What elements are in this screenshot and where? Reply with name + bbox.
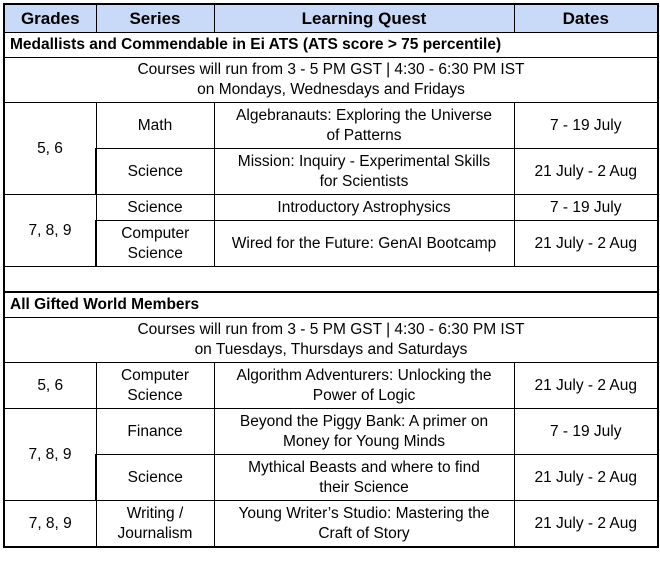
- dates-cell: 21 July - 2 Aug: [514, 455, 658, 501]
- schedule-note-line: Courses will run from 3 - 5 PM GST | 4:30 - 6:30 PM IST: [137, 321, 525, 338]
- quest-cell: Beyond the Piggy Bank: A primer on Money for Young Minds: [214, 409, 514, 455]
- schedule-note-row: [4, 318, 658, 363]
- section-title: All Gifted World Members: [4, 292, 658, 318]
- dates-cell: 21 July - 2 Aug: [514, 149, 658, 195]
- schedule-note: [4, 318, 658, 363]
- series-cell: Computer Science: [96, 363, 214, 409]
- schedule-note: [4, 58, 658, 103]
- header-series: Series: [96, 4, 214, 33]
- dates-cell: 21 July - 2 Aug: [514, 363, 658, 409]
- quest-cell: Introductory Astrophysics: [214, 195, 514, 221]
- section-row: [4, 292, 658, 318]
- quest-cell: Wired for the Future: GenAI Bootcamp: [214, 221, 514, 267]
- quest-cell: Algorithm Adventurers: Unlocking the Power of Logic: [214, 363, 514, 409]
- quest-cell: Young Writer’s Studio: Mastering the Craft of Story: [214, 501, 514, 548]
- table-row: [4, 195, 658, 221]
- series-cell: Finance: [96, 409, 214, 455]
- section-title: Medallists and Commendable in Ei ATS (ATS score > 75 percentile): [4, 33, 658, 58]
- dates-cell: 7 - 19 July: [514, 103, 658, 149]
- quest-cell: Mythical Beasts and where to find their Science: [214, 455, 514, 501]
- grades-cell: 7, 8, 9: [4, 195, 96, 267]
- series-cell: Science: [96, 455, 214, 501]
- grades-cell: 5, 6: [4, 363, 96, 409]
- series-cell: Writing / Journalism: [96, 501, 214, 548]
- table-row: [4, 501, 658, 548]
- header-row: [4, 4, 658, 33]
- section-row: [4, 33, 658, 58]
- dates-cell: 7 - 19 July: [514, 195, 658, 221]
- quest-cell: Mission: Inquiry - Experimental Skills for Scientists: [214, 149, 514, 195]
- spacer-row: [4, 267, 658, 293]
- series-cell: Science: [96, 195, 214, 221]
- dates-cell: 21 July - 2 Aug: [514, 221, 658, 267]
- schedule-note-line: on Tuesdays, Thursdays and Saturdays: [194, 341, 468, 358]
- course-schedule-table: [3, 3, 659, 548]
- table-row: [4, 409, 658, 455]
- series-cell: Computer Science: [96, 221, 214, 267]
- header-learning-quest: Learning Quest: [214, 4, 514, 33]
- table-row: [4, 455, 658, 501]
- schedule-note-row: [4, 58, 658, 103]
- spacer-cell: [4, 267, 658, 293]
- table-row: [4, 149, 658, 195]
- series-cell: Math: [96, 103, 214, 149]
- series-cell: Science: [96, 149, 214, 195]
- header-grades: Grades: [4, 4, 96, 33]
- table-row: [4, 363, 658, 409]
- grades-cell: 7, 8, 9: [4, 409, 96, 501]
- table-row: [4, 221, 658, 267]
- grades-cell: 5, 6: [4, 103, 96, 195]
- quest-cell: Algebranauts: Exploring the Universe of Patterns: [214, 103, 514, 149]
- schedule-note-line: Courses will run from 3 - 5 PM GST | 4:30 - 6:30 PM IST: [137, 61, 525, 78]
- dates-cell: 7 - 19 July: [514, 409, 658, 455]
- header-dates: Dates: [514, 4, 658, 33]
- schedule-note-line: on Mondays, Wednesdays and Fridays: [197, 81, 465, 98]
- grades-cell: 7, 8, 9: [4, 501, 96, 548]
- dates-cell: 21 July - 2 Aug: [514, 501, 658, 548]
- table-row: [4, 103, 658, 149]
